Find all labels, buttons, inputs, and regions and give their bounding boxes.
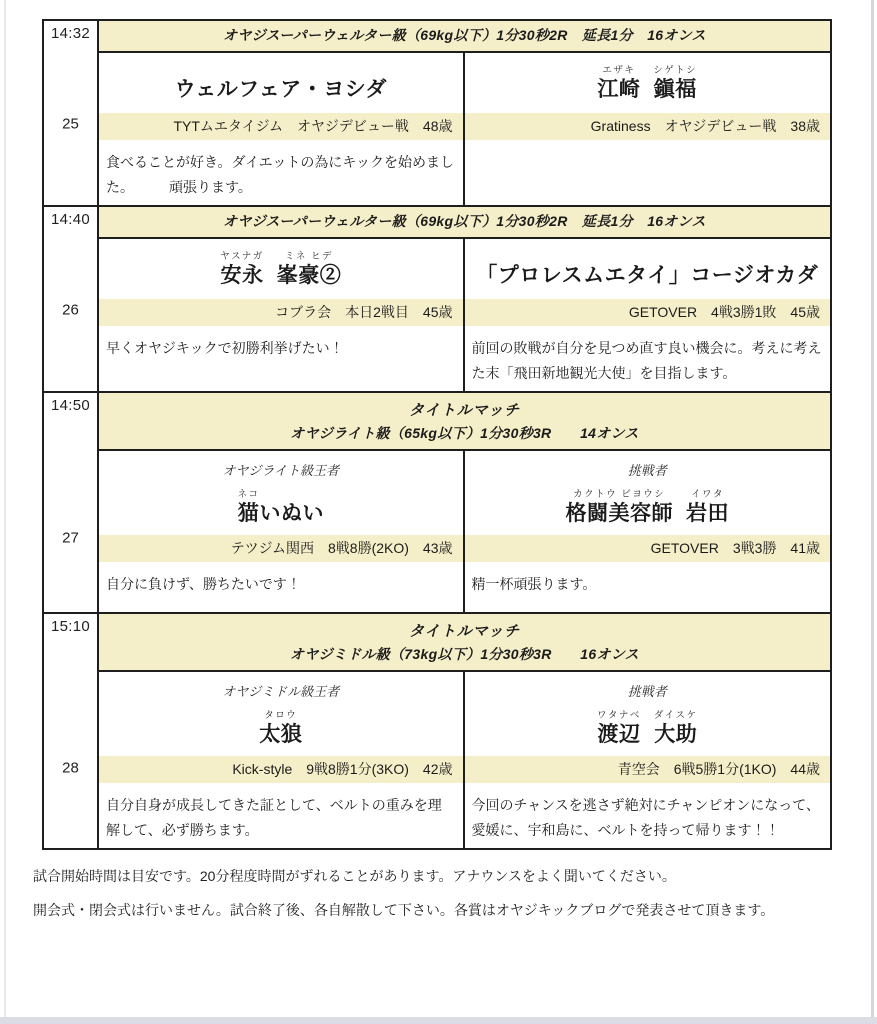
fighter-name-part [260,488,325,527]
match-left-column [44,614,99,848]
fighter-name-part [175,64,387,103]
match-time: 14:32 [50,25,91,42]
match-main [99,393,830,612]
fighter-info: Kick-style 9戦8勝1分(3KO) 42歳 [99,756,463,783]
fighter-name-part [220,250,263,289]
fighter-comment [465,140,831,204]
fighter-red-corner [99,53,465,205]
fighter-furigana: エザキ [602,64,636,76]
fighter-furigana: イワタ [691,488,724,500]
fighter-name: 岩田 [686,501,729,525]
fighter-furigana [645,250,649,263]
fighters-area [99,451,830,612]
fighter-name: ウェルフェア・ヨシダ [174,77,387,101]
fighter-furigana: ヤスナガ [220,250,264,262]
fighter-name-part [686,488,729,527]
match-class-band [99,21,830,53]
page-bottom-edge [0,1017,877,1024]
fighter-name: 渡辺 [597,722,641,746]
note-ceremony: 開会式・閉会式は行いません。試合終了後、各自解散して下さい。各賞はオヤジキックブログで発表させて頂きます。 [33,902,775,918]
fighter-blue-corner [465,239,831,391]
fighter-name-part [653,64,697,103]
fighter-role-label: 挑戦者 [627,463,667,478]
fighter-red-corner [99,239,465,391]
page-left-edge [4,0,6,1024]
fighter-info: GETOVER 4戦3勝1敗 45歳 [465,299,831,326]
fighter-comment: 食べることが好き。ダイエットの為にキックを始めました。 頑張ります。 [106,154,455,195]
fighter-name-part [597,64,640,103]
fighter-name-row [99,53,463,113]
fighter-red-corner [99,672,465,848]
fighter-comment: 今回のチャンスを逃さず絶対にチャンピオンになって、愛媛に、宇和島に、ベルトを持って帰ります！！ [471,797,820,838]
fighter-name: 格闘美容師 [565,501,673,525]
weight-class-rules: オヤジスーパーウェルター級（69kg以下）1分30秒2R 延長1分 16オンス [223,213,706,229]
fighter-name-part [277,250,342,289]
fighter-comment: 自分に負けず、勝ちたいです！ [106,576,301,592]
match-row [44,205,830,391]
fighter-furigana: カクトウ ビヨウシ [573,488,666,500]
fighter-name-row [99,700,463,756]
fighter-furigana: タロウ [264,709,298,721]
fighter-blue-corner [465,451,831,612]
fighter-role-label: オヤジミドル級王者 [222,684,340,699]
fight-card [33,19,832,934]
match-left-column [44,207,99,391]
match-time: 15:10 [50,618,91,635]
fighter-info: 青空会 6戦5勝1分(1KO) 44歳 [465,756,831,783]
match-number: 26 [62,301,79,319]
page-right-edge [871,0,874,1024]
fighter-furigana: シゲトシ [653,64,698,76]
fighter-name: 安永 [220,263,264,287]
match-left-column [44,21,99,205]
fighter-name-row [99,479,463,535]
match-number: 27 [62,529,79,547]
fighter-name: 大助 [654,722,698,746]
fighter-name-part [237,488,259,527]
fighter-furigana [290,488,294,501]
fighter-name-part [597,709,641,748]
fighter-name: 「プロレスムエタイ」コージオカダ [476,263,819,287]
match-main [99,614,830,848]
match-number: 28 [62,759,79,777]
fighter-info: Gratiness オヤジデビュー戦 38歳 [465,113,831,140]
title-match-label: タイトルマッチ [408,402,521,419]
match-row [44,391,830,612]
fighter-comment: 前回の敗戦が自分を見つめ直す良い機会に。考えに考えた末「飛田新地観光大使」を目指します。 [471,340,822,381]
fighter-name: 太狼 [259,722,303,746]
fighter-info: テツジム関西 8戦8勝(2KO) 43歳 [99,535,463,562]
fighter-name: いぬい [259,501,324,525]
fighter-name-row [465,479,831,535]
fighter-name: 鎭福 [653,77,697,101]
fighters-area [99,53,830,205]
match-row [44,21,830,205]
match-time: 14:50 [50,397,91,414]
match-main [99,207,830,391]
fighter-name-row [99,239,463,299]
fighter-info: GETOVER 3戦3勝 41歳 [465,535,831,562]
fighter-name-row [465,239,831,299]
fighter-name-part [654,709,698,748]
fighter-blue-corner [465,53,831,205]
match-class-band [99,207,830,239]
fighter-name-row [465,53,831,113]
fighter-furigana: ネコ [237,488,260,500]
fighter-furigana: ダイスケ [653,709,698,721]
fighter-blue-corner [465,672,831,848]
fighters-area [99,239,830,391]
fighter-name-row [465,700,831,756]
fighter-role-label: オヤジライト級王者 [222,463,339,478]
fighter-role-label: 挑戦者 [627,684,667,699]
fighter-comment: 精一杯頑張ります。 [471,576,597,592]
match-row [44,612,830,848]
fighter-name: 江崎 [597,77,641,101]
footer-notes [33,866,832,920]
fighter-furigana [279,64,283,77]
weight-class-rules: オヤジスーパーウェルター級（69kg以下）1分30秒2R 延長1分 16オンス [223,27,706,43]
fighter-red-corner [99,451,465,612]
match-class-band [99,393,830,451]
fighter-name-part [259,709,302,748]
title-match-label: タイトルマッチ [408,623,521,640]
match-left-column [44,393,99,612]
fighter-info: コブラ会 本日2戦目 45歳 [99,299,463,326]
fighter-name: 猫 [237,501,260,525]
match-number: 25 [62,115,79,133]
fighter-furigana: ワタナベ [596,709,641,721]
fighter-furigana: ミネ ヒデ [284,250,334,262]
fighter-info: TYTムエタイジム オヤジデビュー戦 48歳 [99,113,463,140]
fighter-name-part [566,488,674,527]
fighters-area [99,672,830,848]
fighter-comment: 早くオヤジキックで初勝利挙げたい！ [106,340,344,356]
note-schedule: 試合開始時間は目安です。20分程度時間がずれることがあります。アナウンスをよく聞いてください。 [33,868,676,884]
weight-class-rules: オヤジミドル級（73kg以下）1分30秒3R 16オンス [290,646,639,662]
fight-card-table [42,19,832,850]
weight-class-rules: オヤジライト級（65kg以下）1分30秒3R 14オンス [290,425,639,441]
match-time: 14:40 [50,211,91,228]
fighter-name-part [476,250,818,289]
fighter-comment: 自分自身が成長してきた証として、ベルトの重みを理解して、必ず勝ちます。 [106,797,442,838]
match-main [99,21,830,205]
fighter-name: 峯豪② [276,263,342,287]
match-class-band [99,614,830,672]
